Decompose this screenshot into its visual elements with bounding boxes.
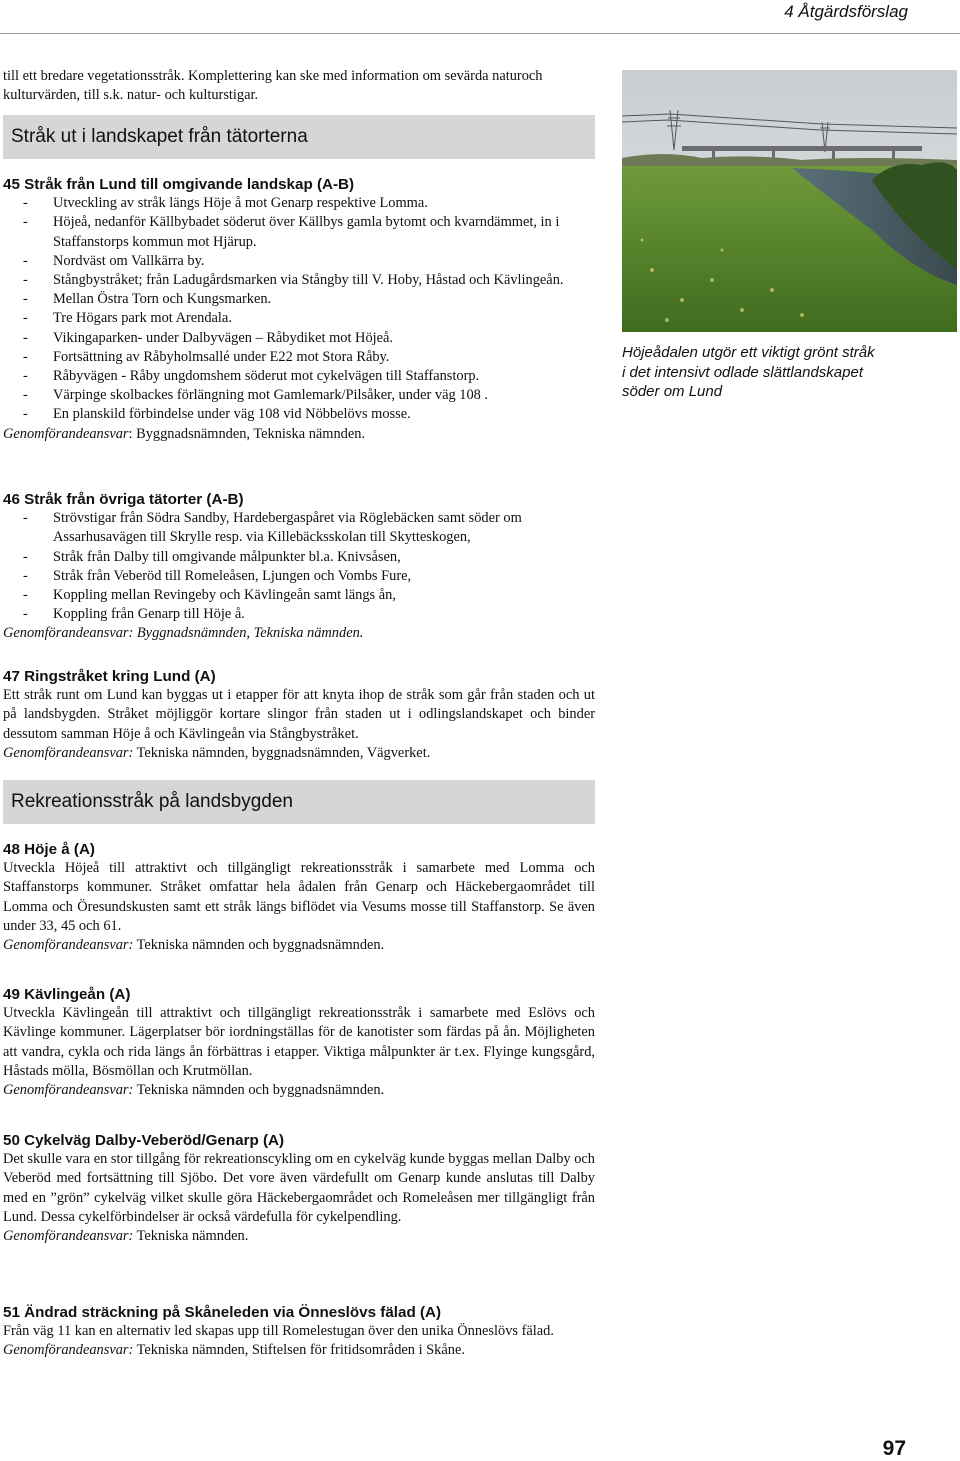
responsibility-line xyxy=(3,425,595,444)
list-item: - Tre Högars park mot Arendala. xyxy=(3,309,595,328)
item-body: Från väg 11 kan en alternativ led skapas upp till Romelestugan över den unika Önneslövs fälad. xyxy=(3,1323,554,1340)
item-heading: 46 Stråk från övriga tätorter (A-B) xyxy=(3,491,244,508)
responsibility-label: Genomförandeansvar: xyxy=(3,744,134,761)
list-item: - Nordväst om Vallkärra by. xyxy=(3,252,595,271)
header-rule xyxy=(0,33,960,34)
responsibility-label: Genomförandeansvar: xyxy=(3,1342,134,1359)
responsibility-line xyxy=(3,936,595,955)
item-heading: 47 Ringstråket kring Lund (A) xyxy=(3,668,216,685)
list-item: - Strövstigar från Södra Sandby, Hardebergaspåret via Röglebäcken samt söder om Assarhusavägen till Skrylle resp. via Killebäcksskolan till Skytteskogen, xyxy=(3,509,595,547)
section-band-trails xyxy=(3,115,595,159)
item-49 xyxy=(3,985,595,1100)
section-band-recreation xyxy=(3,780,595,824)
item-heading: 45 Stråk från Lund till omgivande landskap (A-B) xyxy=(3,176,355,193)
responsibility-label: Genomförandeansvar: xyxy=(3,1082,134,1099)
list-item: - Koppling från Genarp till Höje å. xyxy=(3,605,595,624)
item-48 xyxy=(3,840,595,955)
responsibility-label: Genomförandeansvar xyxy=(3,425,129,442)
list-item: - Koppling mellan Revingeby och Kävlingeån samt längs ån, xyxy=(3,586,595,605)
list-item: - Utveckling av stråk längs Höje å mot Genarp respektive Lomma. xyxy=(3,194,595,213)
responsibility-text: Tekniska nämnden, byggnadsnämnden, Vägverket. xyxy=(133,744,431,761)
responsibility-label: Genomförandeansvar: xyxy=(3,937,134,954)
responsibility-line xyxy=(3,1227,595,1246)
section-title: Rekreationsstråk på landsbygden xyxy=(11,791,294,813)
landscape-photo-image xyxy=(622,70,957,332)
page-number: 97 xyxy=(882,1437,906,1460)
item-body: Utveckla Höjeå till attraktivt och tillgängligt rekreationsstråk i samarbete med Lomma och Staffanstorps kommuner. Stråket omfattar hela ådalen från Genarp och Häckebergaområdet till Lomma och Öresundskusten samt ett stråk längs biflödet via Vesums mosse till Staffanstorp. Se även under 33, 45 och 61. xyxy=(3,860,595,934)
responsibility-line: Genomförandeansvar: Byggnadsnämnden, Tekniska nämnden. xyxy=(3,625,364,642)
item-47 xyxy=(3,667,595,763)
chapter-header: 4 Åtgärdsförslag xyxy=(784,2,908,21)
responsibility-text: Tekniska nämnden. xyxy=(133,1228,249,1245)
photo-caption: Höjeådalen utgör ett viktigt grönt stråk i det intensivt odlade slättlandskapet söder om Lund xyxy=(622,344,875,400)
item-50 xyxy=(3,1131,595,1246)
section-title: Stråk ut i landskapet från tätorterna xyxy=(11,126,308,148)
responsibility-text: Tekniska nämnden, Stiftelsen för fritidsområden i Skåne. xyxy=(133,1342,465,1359)
item-heading: 50 Cykelväg Dalby-Veberöd/Genarp (A) xyxy=(3,1132,285,1149)
item-body: Det skulle vara en stor tillgång för rekreationscykling om en cykelväg kunde byggas mellan Dalby och Veberöd med fortsättning till Sjöbo. Det vore även värdefullt om Genarp kunde anslutas till Dalby med en ”grön” cykelväg vilket skulle göra Häckebergaområdet och Romeleåsen mer tillgängligt från Lund. Dessa cykelförbindelser är också värdefulla för cykelpendling. xyxy=(3,1151,595,1225)
intro-paragraph: till ett bredare vegetationsstråk. Komplettering kan ske med information om sevärda naturoch kulturvärden, till s.k. natur- och kulturstigar. xyxy=(3,68,543,104)
list-item: - En planskild förbindelse under väg 108 vid Nöbbelövs mosse. xyxy=(3,405,595,424)
list-item: - Stråk från Dalby till omgivande målpunkter bl.a. Knivsåsen, xyxy=(3,548,595,567)
item-body: Utveckla Kävlingeån till attraktivt och tillgängligt rekreationsstråk i samarbete med Eslövs och Kävlinge kommuner. Lägerplatser bör iordningställas för de kanotister som färdas på ån. Möjligheten att vandra, cykla och rida längs ån förbättras i etapper. Viktiga målpunkter är t.ex. Flyinge kungsgård, Håstads mölla, Bösmöllan och Krutmöllan. xyxy=(3,1005,595,1079)
item-51 xyxy=(3,1303,595,1361)
responsibility-text: : Byggnadsnämnden, Tekniska nämnden. xyxy=(128,425,366,442)
item-45-list xyxy=(3,194,595,424)
list-item: - Stråk från Veberöd till Romeleåsen, Ljungen och Vombs Fure, xyxy=(3,567,595,586)
responsibility-label: Genomförandeansvar: xyxy=(3,1228,134,1245)
item-46-list xyxy=(3,509,595,624)
list-item: - Värpinge skolbackes förlängning mot Gamlemark/Pilsåker, under väg 108 . xyxy=(3,386,595,405)
list-item: - Råbyvägen - Råby ungdomshem söderut mot cykelvägen till Staffanstorp. xyxy=(3,367,595,386)
landscape-photo xyxy=(622,70,957,332)
responsibility-text: Tekniska nämnden och byggnadsnämnden. xyxy=(133,1082,385,1099)
responsibility-text: Tekniska nämnden och byggnadsnämnden. xyxy=(133,937,385,954)
item-46 xyxy=(3,490,595,644)
responsibility-line xyxy=(3,1341,595,1360)
responsibility-line xyxy=(3,744,595,763)
item-45 xyxy=(3,175,595,444)
item-heading: 48 Höje å (A) xyxy=(3,841,95,858)
item-heading: 49 Kävlingeån (A) xyxy=(3,986,131,1003)
list-item: - Höjeå, nedanför Källbybadet söderut över Källbys gamla bytomt och kvarndämmet, in i Staffanstorps kommun mot Hjärup. xyxy=(3,213,595,251)
list-item: - Stångbystråket; från Ladugårdsmarken via Stångby till V. Hoby, Håstad och Kävlingeån. xyxy=(3,271,595,290)
item-heading: 51 Ändrad sträckning på Skåneleden via Önneslövs fälad (A) xyxy=(3,1304,442,1321)
list-item: - Vikingaparken- under Dalbyvägen – Råbydiket mot Höjeå. xyxy=(3,329,595,348)
list-item: - Mellan Östra Torn och Kungsmarken. xyxy=(3,290,595,309)
responsibility-line xyxy=(3,1081,595,1100)
item-body: Ett stråk runt om Lund kan byggas ut i etapper för att knyta ihop de stråk som går från staden och ut på landsbygden. Stråket möjliggör kortare slingor från staden ut i odlingslandskapet och binder dessutom samman Höje å och Kävlingeån via Stångbystråket. xyxy=(3,687,595,742)
list-item: - Fortsättning av Råbyholmsallé under E22 mot Stora Råby. xyxy=(3,348,595,367)
